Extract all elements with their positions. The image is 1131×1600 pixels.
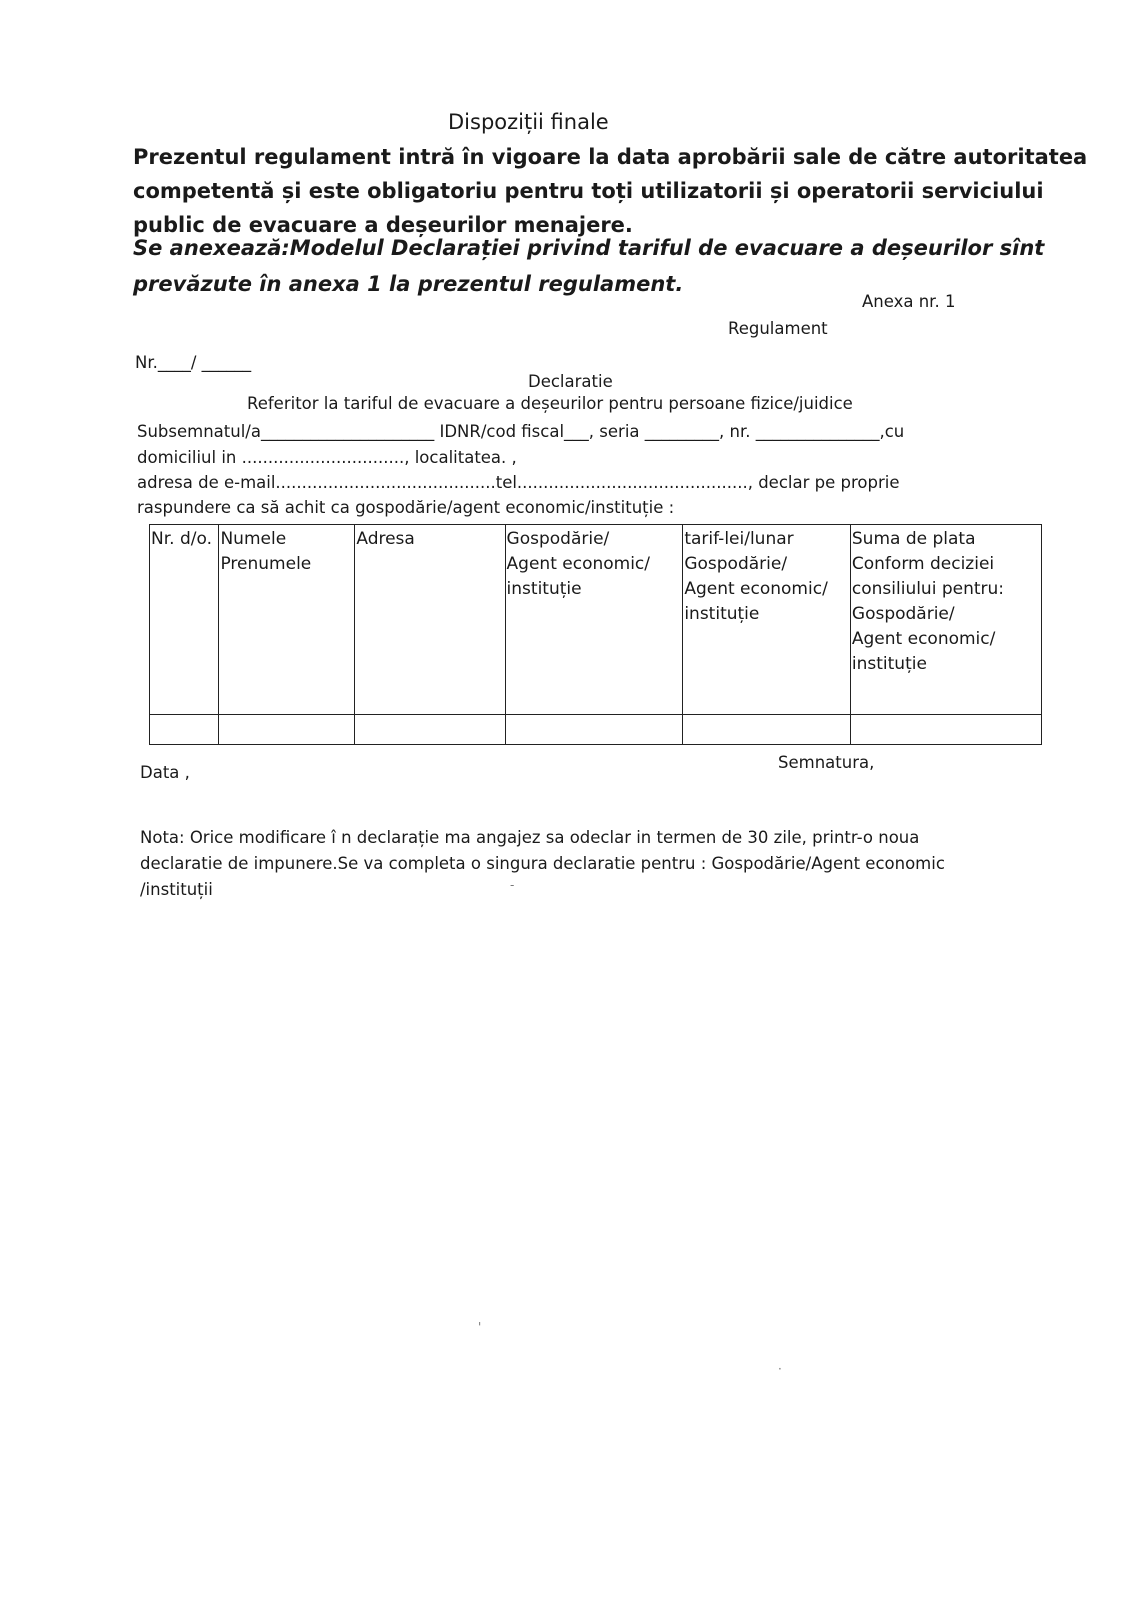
final-provisions-paragraph — [133, 140, 1087, 242]
scan-speck: ' — [478, 1320, 482, 1334]
form-line-identity: Subsemnatul/a_____________________ IDNR/cod fiscal___, seria _________, nr. _______________,cu — [137, 422, 905, 441]
annex-note-line: prevăzute în anexa 1 la prezentul regulament. — [133, 272, 684, 296]
paragraph-line: public de evacuare a deșeurilor menajere. — [133, 213, 633, 237]
section-title: Dispoziții finale — [448, 110, 609, 134]
table-row — [150, 715, 1042, 745]
table-cell[interactable] — [219, 715, 355, 745]
date-label: Data , — [140, 763, 190, 782]
table-cell[interactable] — [505, 715, 683, 745]
signature-label: Semnatura, — [778, 753, 875, 772]
number-field: Nr.____/ ______ — [135, 353, 252, 372]
declaration-subtitle: Referitor la tariful de evacuare a deșeurilor pentru persoane fizice/juidice — [247, 394, 853, 413]
scan-speck: · — [778, 1362, 782, 1376]
table-cell[interactable] — [683, 715, 851, 745]
table-cell[interactable] — [355, 715, 505, 745]
column-header-amount: Suma de plata Conform deciziei consiliului pentru: Gospodărie/ Agent economic/ instituție — [850, 525, 1041, 715]
column-header-name: Numele Prenumele — [219, 525, 355, 715]
declaration-table — [149, 524, 1042, 745]
form-line-domicile: domiciliul in ..............................., localitatea. , — [137, 448, 517, 467]
form-line-responsibility: raspundere ca să achit ca gospodărie/agent economic/instituție : — [137, 498, 675, 517]
scan-speck: - — [510, 878, 515, 892]
paragraph-line: competentă și este obligatoriu pentru toți utilizatorii și operatorii serviciului — [133, 179, 1044, 203]
form-line-contact: adresa de e-mail..........................................tel............................................, declar pe proprie — [137, 473, 900, 492]
paragraph-line: Prezentul regulament intră în vigoare la data aprobării sale de către autoritatea — [133, 145, 1088, 169]
table-header-row — [150, 525, 1042, 715]
column-header-tariff: tarif-lei/lunar Gospodărie/ Agent economic/ instituție — [683, 525, 851, 715]
column-header-nr: Nr. d/o. — [150, 525, 219, 715]
column-header-address: Adresa — [355, 525, 505, 715]
note-paragraph — [140, 825, 945, 903]
column-header-category: Gospodărie/ Agent economic/ instituție — [505, 525, 683, 715]
regulation-label: Regulament — [728, 319, 828, 338]
table-cell[interactable] — [850, 715, 1041, 745]
note-line: /instituții — [140, 880, 213, 899]
annex-label: Anexa nr. 1 — [862, 292, 956, 311]
note-line: Nota: Orice modificare î n declarație ma angajez sa odeclar in termen de 30 zile, printr-o noua — [140, 828, 920, 847]
declaration-title: Declaratie — [528, 372, 613, 391]
table-cell[interactable] — [150, 715, 219, 745]
annex-note-line: Se anexează:Modelul Declarației privind tariful de evacuare a deșeurilor sînt — [133, 236, 1045, 260]
note-line: declaratie de impunere.Se va completa o singura declaratie pentru : Gospodărie/Agent economic — [140, 854, 945, 873]
